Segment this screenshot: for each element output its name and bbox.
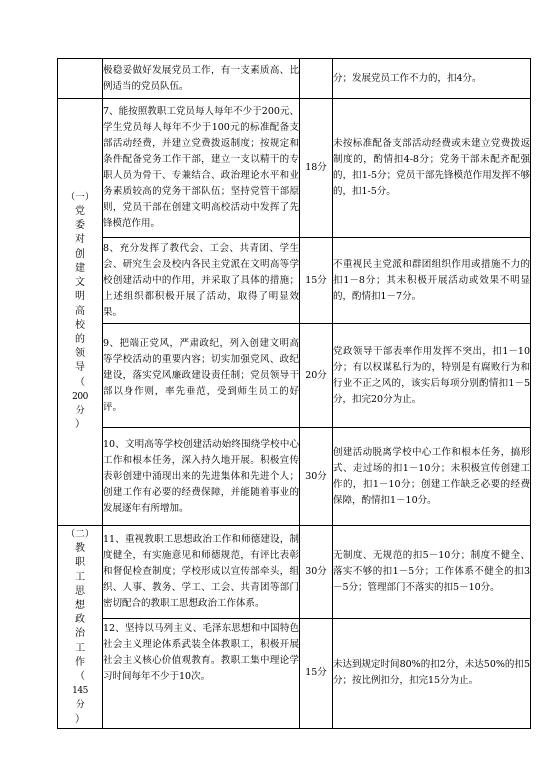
category-1-title: 党委对创建文明高校的领导 [75, 206, 85, 374]
category-2-open: （ [75, 671, 85, 683]
item-text: 9、把端正党风，严肃政纪，列入创建文明高等学校活动的重要内容；切实加强党风、政纪建设，落实党风廉政建设责任制；党员领导干部以身作则，率先垂范，受到师生员工的好评。 [103, 324, 300, 428]
category-1-close: ） [75, 419, 85, 431]
category-2-index: （二） [65, 529, 95, 540]
table-row [58, 99, 531, 238]
score-value: 15分 [300, 238, 333, 324]
item-text: 12、坚持以马列主义、毛泽东思想和中国特色社会主义理论体系武装全体教职工，积极开展社会主义核心价值观教育。教职工集中理论学习时间每年不少于10次。 [103, 618, 300, 728]
table-row [58, 324, 531, 428]
scoring-table [57, 58, 531, 729]
category-2-close: ） [75, 713, 85, 725]
item-text: 11、重视教职工思想政治工作和师德建设，制度健全，有实施意见和师德规范，有评比表彰和督促检查制度；学校形成以宣传部牵头，组织、人事、教务、学工、工会、共青团等部门密切配合的教职工思想政治工作体系。 [103, 526, 300, 619]
table-row [58, 238, 531, 324]
score-value: 20分 [300, 324, 333, 428]
category-2-cell [58, 526, 103, 729]
table-row [58, 59, 531, 99]
item-text: 10、文明高等学校创建活动始终围绕学校中心工作和根本任务，深入持久地开展。积极宣传表彰创建中涌现出来的先进集体和先进个人；创建工作有必要的经费保障，并能随着事业的发展逐年有所增加。 [103, 428, 300, 526]
score-value: 30分 [300, 526, 333, 619]
category-1-cell [58, 99, 103, 526]
category-2-title: 教职工思想政治工作 [75, 543, 85, 668]
category-1-label [65, 191, 95, 432]
deduction-rule: 分；发展党员工作不力的，扣4分。 [333, 59, 531, 99]
deduction-rule: 未按标准配备支部活动经费或未建立党费拨返制度的，酌情扣4-8分；党务干部未配齐配强的，扣1-5分；党员干部先锋模范作用发挥不够的，扣1-5分。 [333, 99, 531, 238]
category-2-label [65, 528, 95, 727]
table-row [58, 526, 531, 619]
category-1-index: （一） [65, 191, 95, 203]
score-value: 15分 [300, 618, 333, 728]
table-row [58, 428, 531, 526]
table-row [58, 618, 531, 728]
deduction-rule: 不重视民主党派和群团组织作用或措施不力的扣1－8分；其未积极开展活动或效果不明显的，酌情扣1－7分。 [333, 238, 531, 324]
category-1-open: （ [75, 376, 85, 388]
item-text: 8、充分发挥了教代会、工会、共青团、学生会、研究生会及校内各民主党派在文明高等学校创建活动中的作用，并采取了具体的措施；上述组织都积极开展了活动，取得了明显效果。 [103, 238, 300, 324]
deduction-rule: 未达到规定时间80%的扣2分，未达50%的扣5分；按比例扣分，扣完15分为止。 [333, 618, 531, 728]
deduction-rule: 创建活动脱离学校中心工作和根本任务，搞形式、走过场的扣1－10分；未积极宣传创建工作的，扣1－10分；创建工作缺乏必要的经费保障，酌情扣1－10分。 [333, 428, 531, 526]
score-value [300, 59, 333, 99]
score-value: 18分 [300, 99, 333, 238]
item-text: 极稳妥做好发展党员工作，有一支素质高、比例适当的党员队伍。 [103, 59, 300, 99]
deduction-rule: 党政领导干部表率作用发挥不突出，扣1－10分；有以权谋私行为的，特别是有腐败行为和行业不正之风的，该实后每项分别酌情扣1－5分，扣完20分为止。 [333, 324, 531, 428]
category-1-points: 200分 [72, 391, 88, 416]
item-text: 7、能按照教职工党员每人每年不少于200元、学生党员每人每年不少于100元的标准配备支部活动经费，并建立党费拨返制度；按规定和条件配备党务工作干部，建立一支以精干的专职人员为骨干、专兼结合、政治理论水平和业务素质较高的党务干部队伍；坚持党管干部原则，党员干部在创建文明高校活动中发挥了先锋模范作用。 [103, 99, 300, 238]
deduction-rule: 无制度、无规范的扣5－10分；制度不健全、落实不够的扣1－5分；工作体系不健全的扣3－5分；管理部门不落实的扣5－10分。 [333, 526, 531, 619]
category-cell-blank [58, 59, 103, 99]
category-2-points: 145分 [72, 686, 88, 711]
score-value: 30分 [300, 428, 333, 526]
